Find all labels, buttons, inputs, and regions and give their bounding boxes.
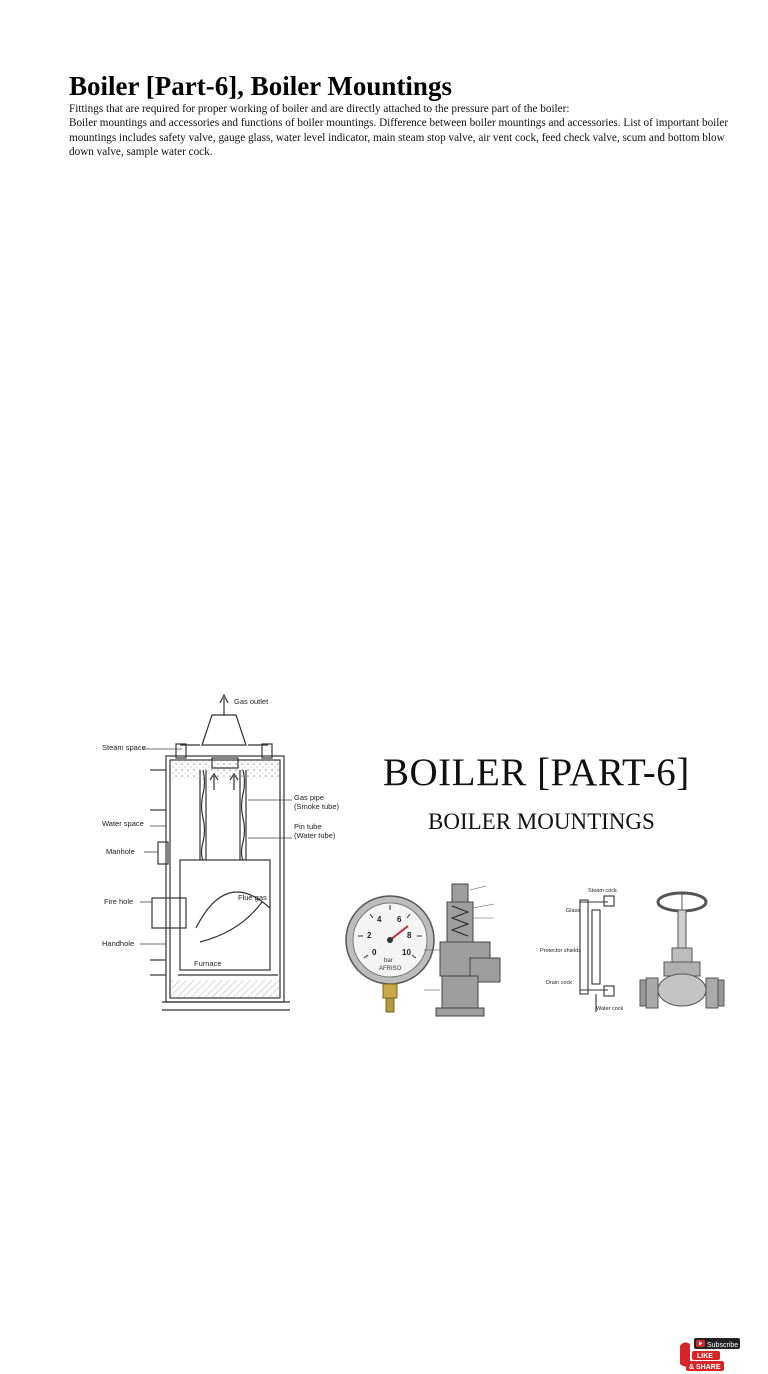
label-furnace: Furnace bbox=[194, 959, 222, 968]
label-fire-hole: Fire hole bbox=[104, 897, 134, 906]
label-manhole: Manhole bbox=[106, 847, 135, 856]
badge-like-text: LIKE bbox=[697, 1353, 713, 1360]
badge-subscribe-text: Subscribe bbox=[707, 1342, 739, 1349]
label-protector-shields: Protector shields bbox=[540, 948, 581, 954]
label-water-space: Water space bbox=[102, 819, 144, 828]
subscribe-badge[interactable] bbox=[674, 1336, 744, 1374]
description-line-1: Fittings that are required for proper working of boiler and are directly attached to the pressure part of the boiler: bbox=[69, 103, 570, 115]
label-handhole: Handhole bbox=[102, 939, 135, 948]
water-level-indicator bbox=[580, 896, 614, 1012]
gauge-unit: bar bbox=[384, 958, 393, 964]
label-water-tube: (Water tube) bbox=[294, 831, 336, 840]
label-flue-gas: Flue gas bbox=[238, 893, 267, 902]
label-smoke-tube: (Smoke tube) bbox=[294, 802, 340, 811]
document-description bbox=[69, 102, 729, 160]
gauge-tick-8: 8 bbox=[407, 931, 412, 940]
stop-valve bbox=[640, 893, 724, 1008]
label-steam-space: Steam space bbox=[102, 743, 146, 752]
description-line-2: Boiler mountings and accessories and functions of boiler mountings. Difference between boiler mountings and accessories. List of important boiler mountings includes safety valve, gauge glass, water level indicator, main steam stop valve, air vent cock, feed check valve, scum and bottom blow down valve, sample water cock. bbox=[69, 117, 729, 159]
thumbnail-image bbox=[0, 660, 768, 1371]
gauge-tick-2: 2 bbox=[367, 931, 372, 940]
pressure-gauge bbox=[346, 896, 434, 1012]
label-glass: Glass bbox=[566, 908, 581, 914]
thumbnail-subheading: BOILER MOUNTINGS bbox=[428, 809, 655, 834]
boiler-diagram bbox=[0, 660, 768, 1024]
gauge-tick-0: 0 bbox=[372, 948, 377, 957]
badge-share-text: & SHARE bbox=[689, 1364, 721, 1371]
label-steam-cock: Steam cock bbox=[588, 888, 617, 894]
label-gas-pipe: Gas pipe bbox=[294, 793, 325, 802]
label-gas-outlet: Gas outlet bbox=[234, 697, 269, 706]
label-drain-cock: Drain cock bbox=[546, 980, 572, 986]
label-pin-tube: Pin tube bbox=[294, 822, 322, 831]
gauge-tick-10: 10 bbox=[402, 948, 411, 957]
document-title: Boiler [Part-6], Boiler Mountings bbox=[69, 71, 452, 101]
safety-valve bbox=[436, 884, 500, 1016]
gauge-tick-4: 4 bbox=[377, 915, 382, 924]
label-water-cock: Water cock bbox=[596, 1006, 624, 1012]
thumbnail-heading: BOILER [PART-6] bbox=[383, 751, 690, 794]
gauge-tick-6: 6 bbox=[397, 915, 402, 924]
gauge-brand: AFRISO bbox=[379, 966, 402, 972]
